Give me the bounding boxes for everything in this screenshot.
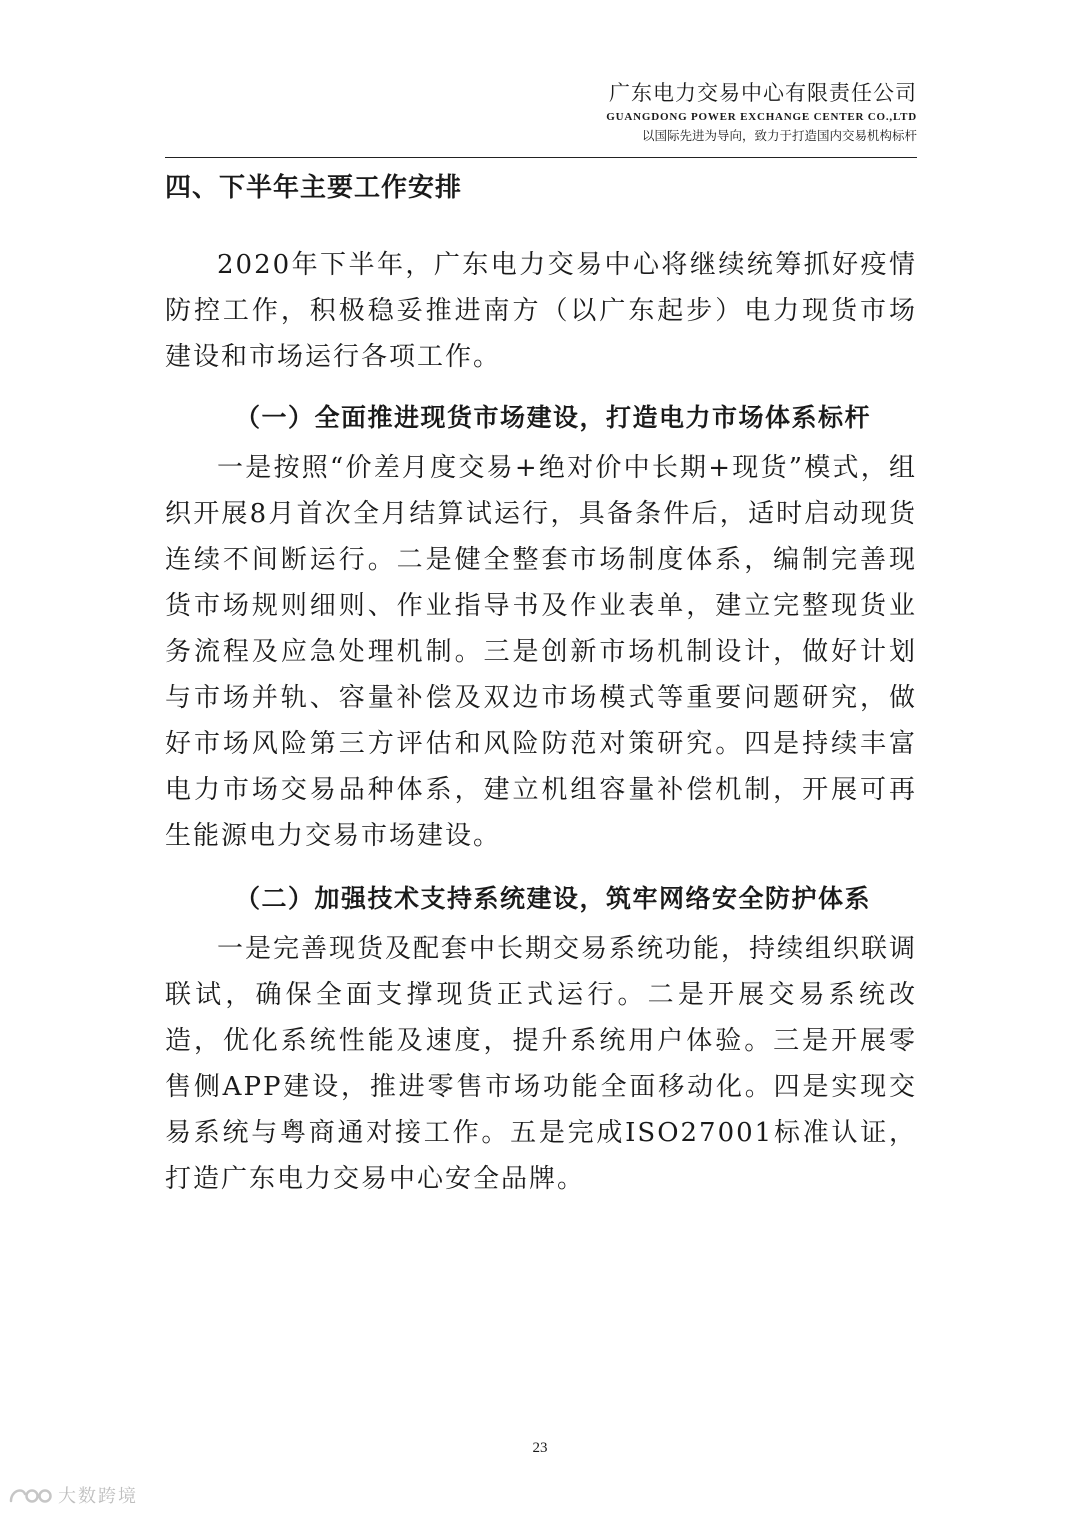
header-divider bbox=[165, 157, 917, 158]
intro-paragraph: 2020年下半年，广东电力交易中心将继续统筹抓好疫情防控工作，积极稳妥推进南方（以广东起步）电力现货市场建设和市场运行各项工作。 bbox=[165, 250, 917, 372]
subsection-heading-1: （一）全面推进现货市场建设，打造电力市场体系标杆 bbox=[235, 403, 872, 432]
company-name-en: GUANGDONG POWER EXCHANGE CENTER CO.,LTD bbox=[606, 111, 917, 123]
subsection-body-1: 一是按照“价差月度交易+绝对价中长期+现货”模式，组织开展8月首次全月结算试运行，具备条件后，适时启动现货连续不间断运行。二是健全整套市场制度体系，编制完善现货市场规则细则、作业指导书及作业表单，建立完整现货业务流程及应急处理机制。三是创新市场机制设计，做好计划与市场并轨、容量补偿及双边市场模式等重要问题研究，做好市场风险第三方评估和风险防范对策研究。四是持续丰富电力市场交易品种体系，建立机组容量补偿机制，开展可再生能源电力交易市场建设。 bbox=[165, 453, 917, 851]
page-number: 23 bbox=[532, 1440, 548, 1456]
brand-logo-icon bbox=[8, 1482, 54, 1508]
company-slogan: 以国际先进为导向，致力于打造国内交易机构标杆 bbox=[641, 128, 917, 143]
watermark bbox=[8, 1480, 138, 1510]
watermark-text: 大数跨境 bbox=[58, 1486, 138, 1507]
subsection-body-2: 一是完善现货及配套中长期交易系统功能，持续组织联调联试，确保全面支撑现货正式运行。二是开展交易系统改造，优化系统性能及速度，提升系统用户体验。三是开展零售侧APP建设，推进零售市场功能全面移动化。四是实现交易系统与粤商通对接工作。五是完成ISO27001标准认证，打造广东电力交易中心安全品牌。 bbox=[165, 934, 918, 1194]
page-header bbox=[165, 78, 917, 144]
subsection-heading-2: （二）加强技术支持系统建设，筑牢网络安全防护体系 bbox=[235, 884, 872, 913]
document-body bbox=[165, 167, 917, 1202]
section-heading: 四、下半年主要工作安排 bbox=[165, 173, 463, 203]
company-name-cn: 广东电力交易中心有限责任公司 bbox=[609, 81, 917, 105]
